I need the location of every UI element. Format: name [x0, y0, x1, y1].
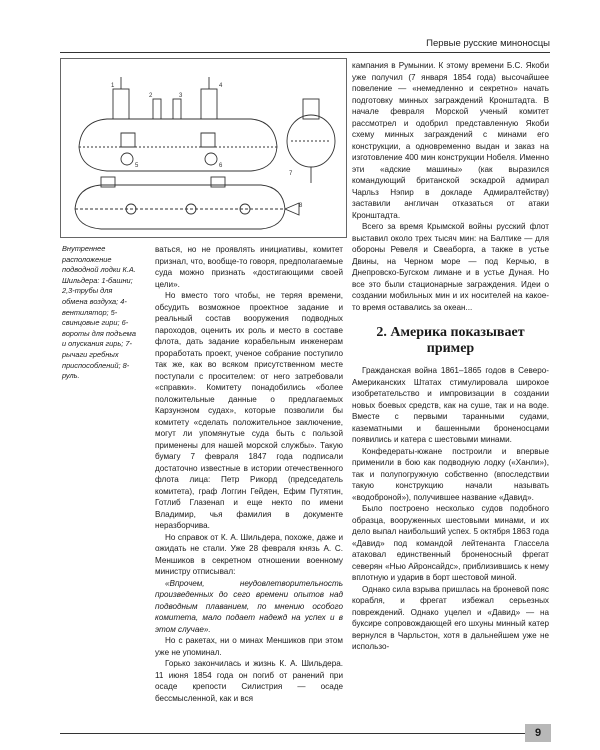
right-paragraph-4: Конфедераты-южане построили и впервые применили в бою как подводную лодку («Ханли»), так и полупогружную собственно (впоследствии такую конструкцию начали называть «водоброной»), получившее название «Давид».	[352, 446, 549, 502]
right-paragraph-2: Всего за время Крымской войны русский флот выставил около трех тысяч мин: на Балтике — для обороны Ревеля и Свеаборга, а также в устье Двины, на Черном море — под Керчью, в Днепровско-Бугском лимане и в устье Дуная. Но все это были стационарные заграждения. Идеи о создании мобильных мин и их носителей на какое-то время оставались за океан...	[352, 222, 549, 312]
label-6: 6	[219, 163, 223, 169]
right-paragraph-6: Однако сила взрыва пришлась на броневой пояс корабля, и фрегат избежал серьезных повреждений. Однако уцелел и «Давид» — на буксире сопровождающей его шхуны минный катер вернулся в Чарльстон, хотя в дальнейшем уже не использо-	[352, 584, 549, 651]
label-4: 4	[219, 83, 223, 89]
label-7: 7	[289, 171, 293, 177]
footer-rule	[60, 733, 525, 734]
submarine-drawing	[60, 58, 347, 238]
mid-paragraph-1: ваться, но не проявлять инициативы, комитет признал, что, вообще-то говоря, предполагаемые суда можно признать «достигающими своей цели».	[155, 245, 343, 289]
header-rule	[60, 52, 550, 53]
label-2: 2	[149, 93, 153, 99]
figure-caption: Внутреннее расположение подводной лодки К.А. Шильдера: 1-башни; 2,3-трубы для обмена воздуха; 4-вентилятор; 5-свинцовые гири; 6-вороты для подъема и опускания гирь; 7-рычаги гребных приспособлений; 8-руль.	[62, 244, 136, 381]
right-paragraph-3: Гражданская война 1861–1865 годов в Северо-Американских Штатах стимулировала широкое изобретательство и импровизации в создании новых боевых средств, как на суше, так и на воде. Вместе с первыми таранными судами, казематными и башенными броненосцами появились и катера с шестовыми минами.	[352, 366, 549, 444]
column-right	[352, 60, 549, 653]
section-title: 2. Америка показывает пример	[376, 325, 525, 356]
label-8: 8	[299, 203, 303, 209]
submarine-drawing-svg	[61, 59, 346, 237]
label-5: 5	[135, 163, 139, 169]
label-3: 3	[179, 93, 183, 99]
right-paragraph-5: Было построено несколько судов подобного образца, вооруженных шестовыми минами, и их дело выпал наибольший успех. 5 октября 1863 года «Давид» под командой лейтенанта Глассела атаковал единственный броненосный фрегат северян «Нью Айронсайдс», приблизившись к нему вплотную и ударив в борт шестовой миной.	[352, 504, 549, 582]
mid-quote: «Впрочем, неудовлетворительность произведенных до сего времени опытов над подводным плаванием, по мнению особого комитета, мало подает надежд на успех и в этом случае».	[155, 578, 343, 634]
mid-paragraph-2: Но вместо того чтобы, не теряя времени, обсудить возможное проектное задание и реальный состав вооружения подводных пароходов, оценить их роль и место в составе флота, дать задание корабельным инженерам проработать проект, ученое собрание поступило так же, как во всяком присутственном месте поступали с просителем: от него затребовали «справки». Комитету понадобились «более положительные данные о предлагаемых Карзунэном судах», которые позволили бы комитету «сделать положительное заключение, могут ли упомянутые суда быть с пользой применены для нашей морской службы». Такую бумагу 7 февраля 1847 года подписали достаточно известные в истории отечественного флота лица: Петр Рикорд (председатель комитета), граф Логгин Гейден, Ефим Путятин, Готлиб Глазенап и еще некто по имени Владимир, чья фамилия в документе неразборчива.	[155, 291, 343, 530]
mid-paragraph-4: Но с ракетах, ни о минах Меншиков при этом уже не упоминал.	[155, 636, 343, 657]
running-header: Первые русские миноносцы	[426, 38, 550, 49]
label-1: 1	[111, 83, 115, 89]
right-paragraph-1: кампания в Румынии. К этому времени Б.С. Якоби уже получил (7 января 1854 года) высочайшее повеление — «немедленно и секретно» начать подготовку минных заграждений Кронштадта. В начале февраля Морской ученый комитет рассмотрел и одобрил представленную Якоби схему минных заграждений с минами его конструкции, а одновременно выдан и заказ на изготовление 400 мин конструкции Нобеля. Именно эти «адские машины» (как выразился командующий британской эскадрой адмирал Чарльз Нэпир в докладе Адмиралтейству) заставили англичан отказаться от атаки Кронштадта.	[352, 61, 549, 220]
page-number: 9	[525, 724, 551, 742]
column-middle	[155, 244, 343, 704]
mid-paragraph-5: Горько закончилась и жизнь К. А. Шильдера. 11 июня 1854 года он погиб от ранений при осаде крепости Силистрия — осаде бессмысленной, как и вся	[155, 659, 343, 703]
mid-paragraph-3: Но справок от К. А. Шильдера, похоже, даже и ожидать не стали. Уже 28 февраля князь А. С. Меншиков в секретном отношении военному министру отписывал:	[155, 532, 343, 576]
